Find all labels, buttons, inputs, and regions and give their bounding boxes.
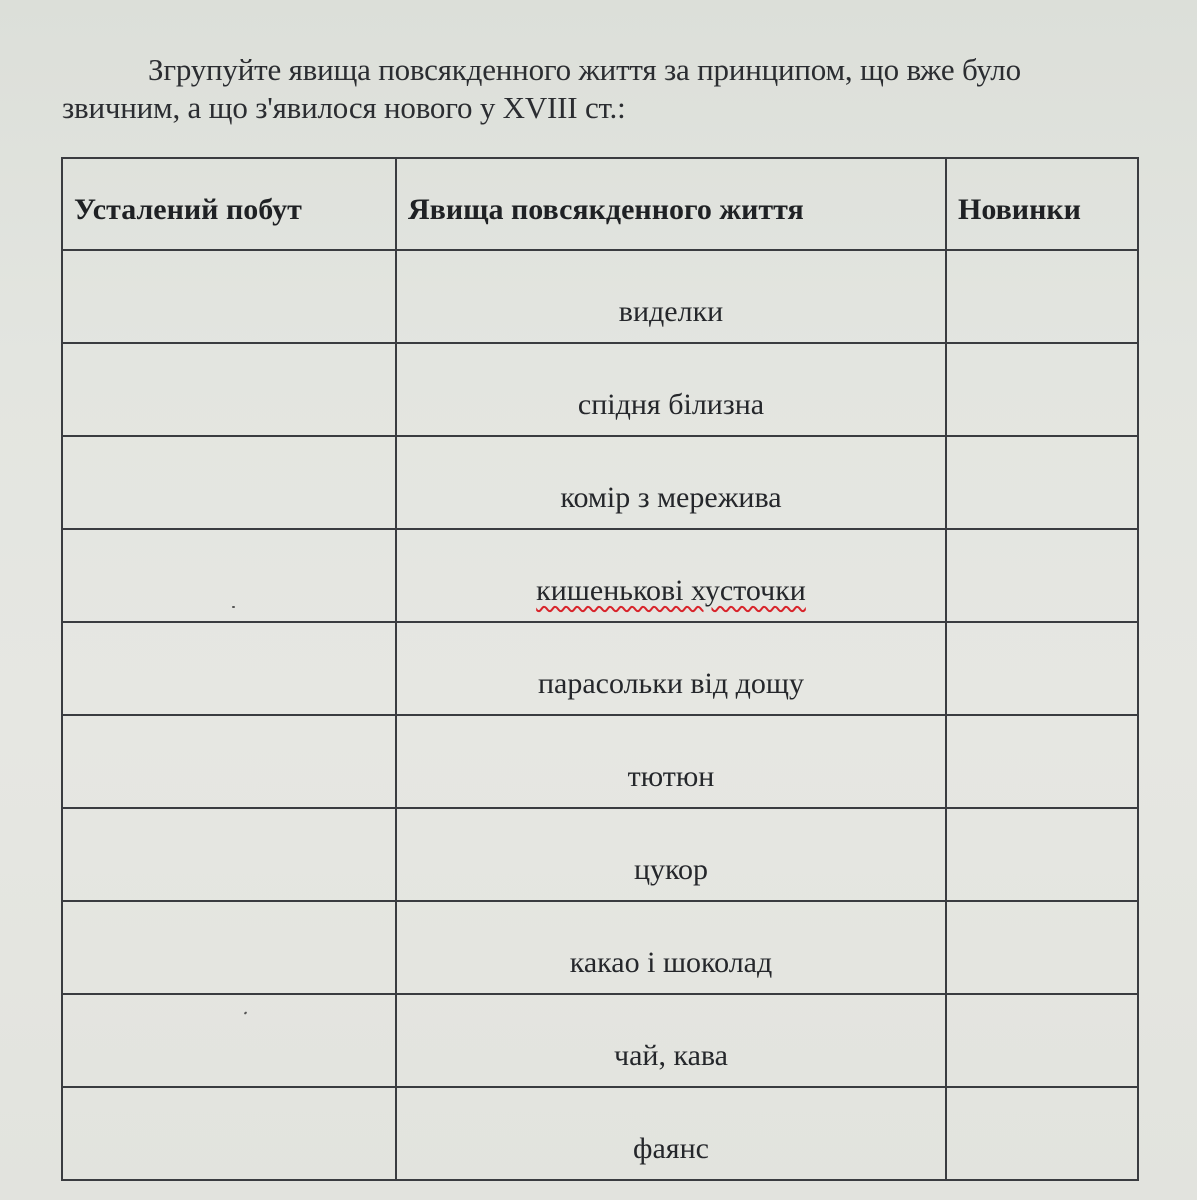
novelty-cell[interactable] — [946, 901, 1138, 994]
phenomenon-cell: спідня білизна — [396, 343, 946, 436]
dust-speck — [232, 606, 235, 608]
phenomenon-cell: тютюн — [396, 715, 946, 808]
table-row — [62, 343, 1138, 436]
established-cell[interactable] — [62, 436, 396, 529]
table-row — [62, 622, 1138, 715]
established-cell[interactable] — [62, 529, 396, 622]
table-row — [62, 901, 1138, 994]
established-cell[interactable] — [62, 808, 396, 901]
phenomenon-cell — [396, 529, 946, 622]
novelty-cell[interactable] — [946, 436, 1138, 529]
novelty-cell[interactable] — [946, 250, 1138, 343]
novelty-cell[interactable] — [946, 808, 1138, 901]
table-row — [62, 529, 1138, 622]
established-cell[interactable] — [62, 250, 396, 343]
established-cell[interactable] — [62, 715, 396, 808]
novelty-cell[interactable] — [946, 1087, 1138, 1180]
table-row — [62, 436, 1138, 529]
table-row — [62, 715, 1138, 808]
novelty-cell[interactable] — [946, 994, 1138, 1087]
phenomenon-cell: какао і шоколад — [396, 901, 946, 994]
phenomenon-cell: цукор — [396, 808, 946, 901]
phenomenon-cell: чай, кава — [396, 994, 946, 1087]
header-phenomena: Явища повсякденного життя — [396, 158, 946, 250]
sorting-table — [61, 157, 1139, 1181]
task-instruction: Згрупуйте явища повсякденного життя за принципом, що вже було звичним, а що з'явилося нового у XVIII ст.: — [62, 52, 1021, 125]
established-cell[interactable] — [62, 622, 396, 715]
header-established: Усталений побут — [62, 158, 396, 250]
header-novelties: Новинки — [946, 158, 1138, 250]
table-header-row — [62, 158, 1138, 250]
phenomenon-cell: комір з мережива — [396, 436, 946, 529]
established-cell[interactable] — [62, 1087, 396, 1180]
phenomenon-cell: виделки — [396, 250, 946, 343]
phenomenon-cell: фаянс — [396, 1087, 946, 1180]
novelty-cell[interactable] — [946, 715, 1138, 808]
novelty-cell[interactable] — [946, 343, 1138, 436]
table-row — [62, 808, 1138, 901]
established-cell[interactable] — [62, 343, 396, 436]
novelty-cell[interactable] — [946, 622, 1138, 715]
table-row — [62, 250, 1138, 343]
novelty-cell[interactable] — [946, 529, 1138, 622]
table-row — [62, 994, 1138, 1087]
spellcheck-underlined-text: кишенькові хусточки — [536, 573, 806, 607]
established-cell[interactable] — [62, 994, 396, 1087]
table-row — [62, 1087, 1138, 1180]
phenomenon-cell: парасольки від дощу — [396, 622, 946, 715]
established-cell[interactable] — [62, 901, 396, 994]
